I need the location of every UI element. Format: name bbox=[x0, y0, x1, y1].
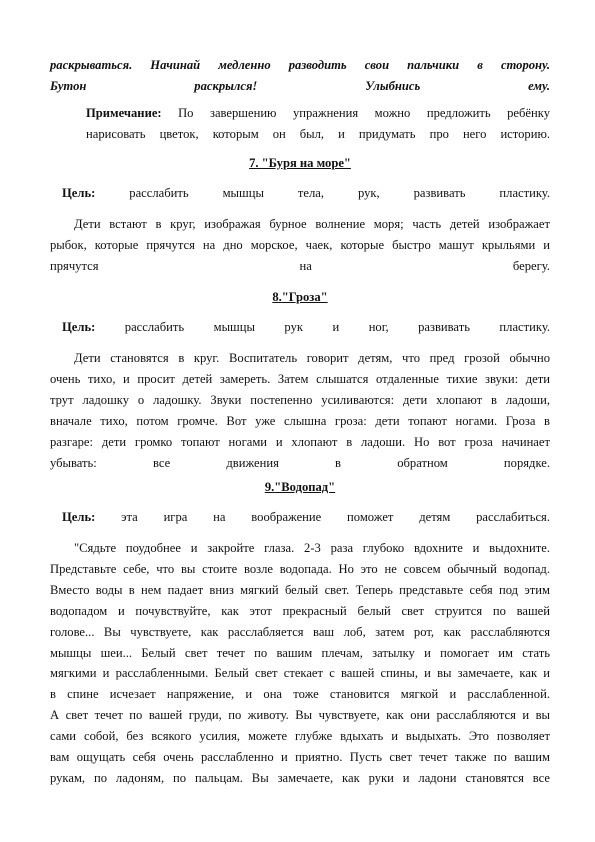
goal-label: Цель: bbox=[62, 186, 96, 200]
section-heading bbox=[50, 153, 550, 174]
section-title: "Гроза" bbox=[281, 290, 328, 304]
section-number: 7. bbox=[249, 156, 262, 170]
paragraph-line: прячутся на берегу. bbox=[50, 258, 550, 273]
note-label: Примечание: bbox=[86, 106, 162, 120]
intro-paragraph bbox=[50, 55, 550, 97]
paragraph-line: убывать: все движения в обратном порядке. bbox=[50, 455, 550, 470]
section-title: "Буря на море" bbox=[261, 156, 351, 170]
paragraph-line: вначале тихо, потом громче. Вот уже слышна гроза: дети топают ногами. Гроза в bbox=[50, 413, 550, 428]
section-paragraph bbox=[50, 538, 550, 789]
goal-label: Цель: bbox=[62, 320, 96, 334]
section-number: 9. bbox=[264, 480, 275, 494]
goal-label: Цель: bbox=[62, 510, 96, 524]
paragraph-line: "Сядьте поудобнее и закройте глаза. 2-3 раза глубоко вдохните и выдохните. bbox=[74, 541, 550, 555]
note-paragraph bbox=[86, 103, 550, 145]
goal-line bbox=[50, 183, 550, 204]
intro-line: Бутон раскрылся! Улыбнись ему. bbox=[50, 78, 550, 93]
paragraph-line: Дети встают в круг, изображая бурное волнение моря; часть детей изображает bbox=[74, 217, 550, 231]
paragraph-line: голове... Вы чувствуете, как расслабляется ваш лоб, затем рот, как расслабляются bbox=[50, 624, 550, 639]
paragraph-line: в спине исчезает напряжение, и она тоже становится мягкой и расслабленной. bbox=[50, 687, 550, 702]
paragraph-line: Вместо воды в нем падает вниз мягкий белый свет. Теперь представьте себя под этим bbox=[50, 582, 550, 597]
paragraph-line: очень тихо, и просит детей замереть. Затем слышатся отдаленные тихие звуки: дети bbox=[50, 371, 550, 386]
paragraph-line: рыбок, которые прячутся на дно морское, чаек, которые быстро машут крыльями и bbox=[50, 237, 550, 252]
paragraph-line: трут ладошку о ладошку. Звуки постепенно усиливаются: дети хлопают в ладоши, bbox=[50, 392, 550, 407]
paragraph-line: мягкими и расслабленными. Белый свет стекает с вашей спины, и вы замечаете, как и bbox=[50, 666, 550, 681]
section-paragraph bbox=[50, 214, 550, 277]
goal-line bbox=[50, 317, 550, 338]
paragraph-line: А свет течет по вашей груди, по животу. Вы чувствуете, как они расслабляются и вы bbox=[50, 708, 550, 723]
paragraph-line: мышцы шеи... Белый свет течет по вашим плечам, затылку и помогает им стать bbox=[50, 645, 550, 660]
paragraph-line: рукам, по ладоням, по пальцам. Вы замечаете, как руки и ладони становятся все bbox=[50, 770, 550, 785]
section-number: 8. bbox=[272, 290, 282, 304]
goal-text: расслабить мышцы тела, рук, развивать пластику. bbox=[95, 186, 550, 200]
intro-line: раскрываться. Начинай медленно разводить свои пальчики в сторону. bbox=[50, 58, 550, 72]
section-heading bbox=[50, 287, 550, 308]
goal-text: эта игра на воображение поможет детям расслабиться. bbox=[95, 510, 550, 524]
note-text: нарисовать цветок, которым он был, и придумать про него историю. bbox=[86, 126, 550, 141]
note-text: По завершению упражнения можно предложить ребёнку bbox=[161, 106, 550, 120]
goal-text: расслабить мышцы рук и ног, развивать пластику. bbox=[95, 320, 550, 334]
section-paragraph bbox=[50, 348, 550, 473]
paragraph-line: разгаре: дети громко топают ногами и хлопают в ладоши. Но вот гроза начинает bbox=[50, 434, 550, 449]
section-heading bbox=[50, 477, 550, 498]
section-title: "Водопад" bbox=[274, 480, 336, 494]
paragraph-line: сами собой, без всякого усилия, можете глубже вдыхать и выдыхать. Это позволяет bbox=[50, 729, 550, 744]
paragraph-line: водопадом и почувствуйте, как этот прекрасный белый свет струится по вашей bbox=[50, 603, 550, 618]
paragraph-line: вам ощущать себя очень расслабленно и приятно. Пусть свет течет также по вашим bbox=[50, 750, 550, 765]
paragraph-line: Дети становятся в круг. Воспитатель говорит детям, что пред грозой обычно bbox=[74, 351, 550, 365]
paragraph-line: Представьте себе, что вы стоите возле водопада. Но это не совсем обычный водопад. bbox=[50, 561, 550, 576]
goal-line bbox=[50, 507, 550, 528]
